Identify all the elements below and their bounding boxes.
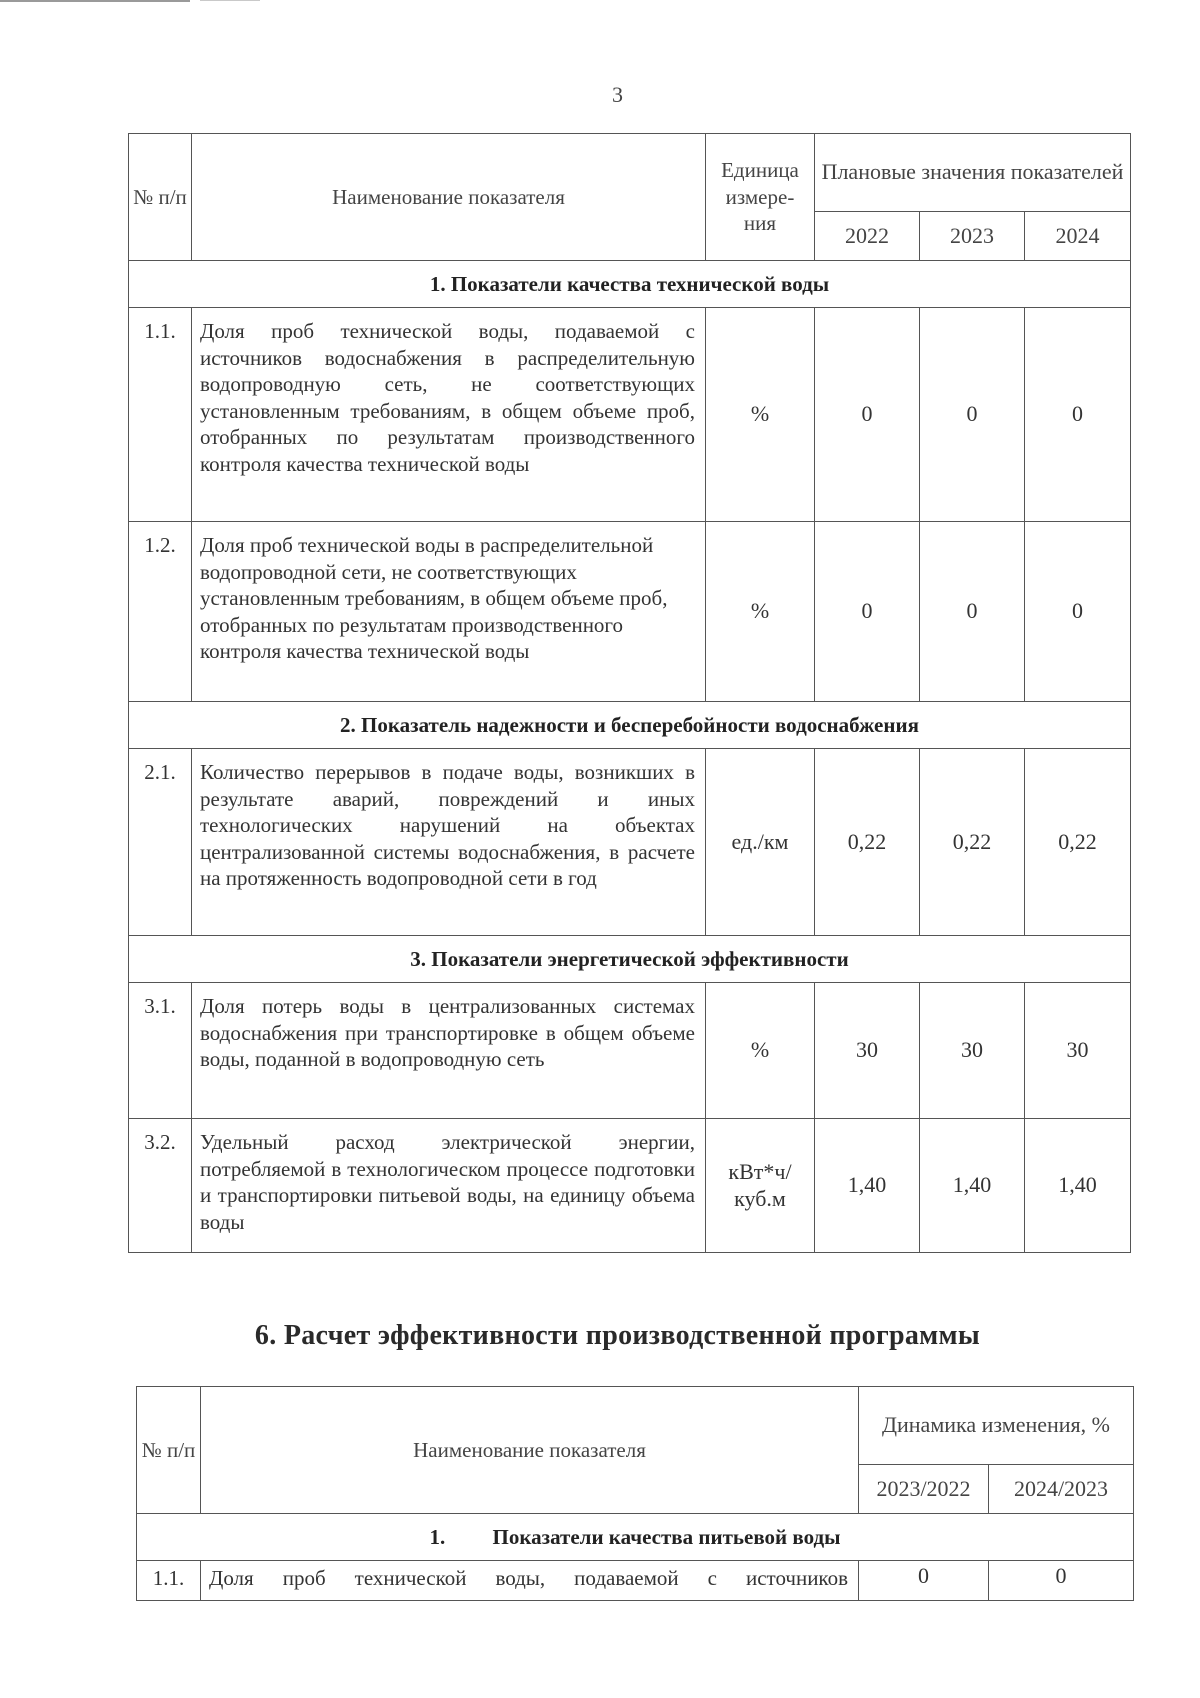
scan-edge-mark xyxy=(0,0,190,2)
unit-cell: кВт*ч/ куб.м xyxy=(706,1119,815,1253)
header-number: № п/п xyxy=(137,1387,201,1514)
value-cell: 0 xyxy=(859,1561,989,1601)
section-title: 2. Показатель надежности и бесперебойности водоснабжения xyxy=(129,702,1131,749)
section-title: 3. Показатели энергетической эффективности xyxy=(129,936,1131,983)
header-indicator-name: Наименование показателя xyxy=(201,1387,859,1514)
indicator-name: Удельный расход электрической энергии, потребляемой в технологическом процессе подготовки и транспортировки питьевой воды, на единицу объема воды xyxy=(192,1119,706,1253)
unit-cell: % xyxy=(706,983,815,1119)
row-number: 2.1. xyxy=(129,749,192,936)
header-unit: Единица измере-ния xyxy=(706,134,815,261)
page-number: 3 xyxy=(612,82,623,107)
header-year: 2024 xyxy=(1025,212,1131,261)
unit-cell: % xyxy=(706,308,815,522)
value-cell: 30 xyxy=(1025,983,1131,1119)
value-cell: 0 xyxy=(920,522,1025,702)
header-plan-values: Плановые значения показателей xyxy=(815,134,1131,212)
value-cell: 0 xyxy=(815,522,920,702)
unit-cell: % xyxy=(706,522,815,702)
value-cell: 1,40 xyxy=(815,1119,920,1253)
row-number: 1.2. xyxy=(129,522,192,702)
value-cell: 0 xyxy=(1025,308,1131,522)
header-year: 2022 xyxy=(815,212,920,261)
row-number: 1.1. xyxy=(129,308,192,522)
section-title: 1. Показатели качества питьевой воды xyxy=(137,1514,1134,1561)
header-dynamics: Динамика изменения, % xyxy=(859,1387,1134,1465)
header-indicator-name: Наименование показателя xyxy=(192,134,706,261)
indicators-plan-table xyxy=(128,133,1131,1253)
header-period: 2023/2022 xyxy=(859,1465,989,1514)
value-cell: 0,22 xyxy=(920,749,1025,936)
value-cell: 0 xyxy=(920,308,1025,522)
unit-cell: ед./км xyxy=(706,749,815,936)
value-cell: 0 xyxy=(815,308,920,522)
scan-edge-mark xyxy=(200,0,260,1)
header-number: № п/п xyxy=(129,134,192,261)
section-6-title: 6. Расчет эффективности производственной программы xyxy=(254,1320,981,1351)
header-period: 2024/2023 xyxy=(989,1465,1134,1514)
row-number: 3.2. xyxy=(129,1119,192,1253)
value-cell: 30 xyxy=(815,983,920,1119)
header-year: 2023 xyxy=(920,212,1025,261)
value-cell: 0 xyxy=(1025,522,1131,702)
row-number: 1.1. xyxy=(137,1561,201,1601)
value-cell: 1,40 xyxy=(1025,1119,1131,1253)
value-cell: 0,22 xyxy=(815,749,920,936)
indicator-name: Доля проб технической воды, подаваемой с источников водоснабжения в распределительную водопроводную сеть, не соответствующих установленным требованиям, в общем объеме проб, отобранных по результатам производственного контроля качества технической воды xyxy=(192,308,706,522)
value-cell: 30 xyxy=(920,983,1025,1119)
row-number: 3.1. xyxy=(129,983,192,1119)
value-cell: 0 xyxy=(989,1561,1134,1601)
indicator-name: Доля потерь воды в централизованных системах водоснабжения при транспортировке в общем объеме воды, поданной в водопроводную сеть xyxy=(192,983,706,1119)
section-title: 1. Показатели качества технической воды xyxy=(129,261,1131,308)
value-cell: 0,22 xyxy=(1025,749,1131,936)
efficiency-table xyxy=(136,1386,1134,1601)
indicator-name: Доля проб технической воды в распределительной водопроводной сети, не соответствующих установленным требованиям, в общем объеме проб, отобранных по результатам производственного контроля качества технической воды xyxy=(192,522,706,702)
indicator-name: Количество перерывов в подаче воды, возникших в результате аварий, повреждений и иных технологических нарушений на объектах централизованной системы водоснабжения, в расчете на протяженность водопроводной сети в год xyxy=(192,749,706,936)
indicator-name: Доля проб технической воды, подаваемой с источников xyxy=(201,1561,859,1601)
value-cell: 1,40 xyxy=(920,1119,1025,1253)
